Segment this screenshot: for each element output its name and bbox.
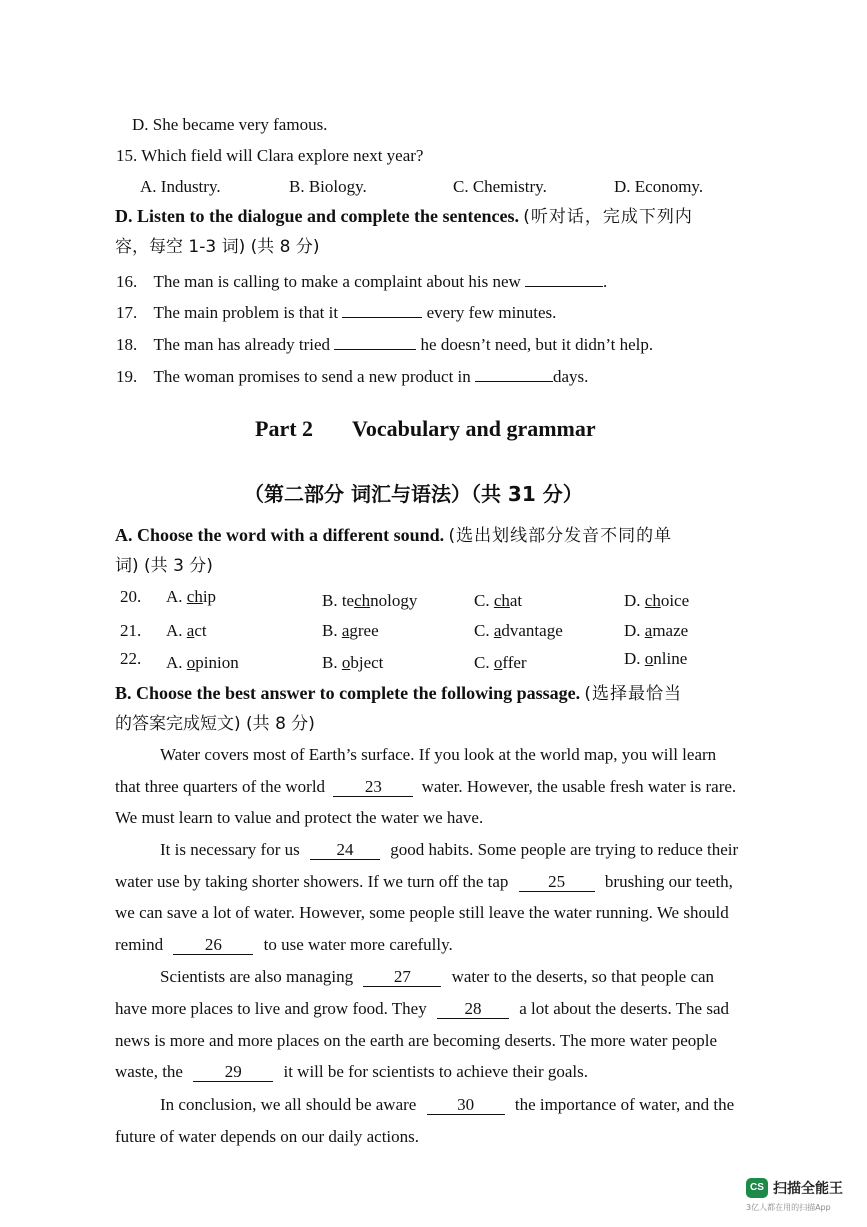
q15-option-b: B. Biology. [289,177,367,196]
blank-19[interactable] [475,365,553,382]
q14-option-d: D. She became very famous. [132,115,328,134]
vocab-option[interactable]: D. choice [624,591,690,610]
underlined-letters: ch [644,591,661,610]
underlined-letters: ch [354,591,371,610]
vocab-option[interactable]: C. chat [474,591,523,610]
passage-line: Scientists are also managing 27 water to the deserts, so that people can [160,967,715,986]
underlined-letters: o [341,653,351,672]
scanner-watermark [746,1176,856,1218]
section-a-heading: A. Choose the word with a different sound. (选出划线部分发音不同的单 [115,525,673,546]
passage-line: It is necessary for us 24 good habits. Some people are trying to reduce their [160,840,739,859]
section-b-heading-cont: 的答案完成短文) (共 8 分) [115,714,315,734]
underlined-letters: a [493,621,502,640]
vocab-option[interactable]: C. advantage [474,621,563,640]
passage-line: Water covers most of Earth’s surface. If you look at the world map, you will learn [160,745,717,764]
watermark-sub: 3亿人都在用的扫描App [746,1203,831,1212]
q15-option-c: C. Chemistry. [453,177,547,196]
part2-title: Vocabulary and grammar [352,416,596,441]
vocab-option[interactable]: A. opinion [166,653,239,672]
vocab-option[interactable]: A. chip [166,587,217,606]
blank-29[interactable]: 29 [193,1063,273,1082]
vocab-option[interactable]: C. offer [474,653,527,672]
blank-17[interactable] [342,301,422,318]
vocab-question-number: 22. [120,649,142,668]
blank-16[interactable] [525,270,603,287]
blank-28[interactable]: 28 [437,1000,509,1019]
passage-line: future of water depends on our daily actions. [115,1127,420,1146]
section-d-heading: D. Listen to the dialogue and complete the sentences. (听对话，完成下列内 [115,206,693,227]
q15-question: 15. Which field will Clara explore next year? [116,146,424,165]
passage-line: In conclusion, we all should be aware 30 the importance of water, and the [160,1095,735,1114]
passage-line: that three quarters of the world 23 water. However, the usable fresh water is rare. [115,777,737,796]
underlined-letters: ch [493,591,510,610]
item-17: 17. The main problem is that it every few minutes. [116,303,557,322]
blank-25[interactable]: 25 [519,873,595,892]
blank-30[interactable]: 30 [427,1096,505,1115]
vocab-option[interactable]: B. agree [322,621,379,640]
passage-line: have more places to live and grow food. They 28 a lot about the deserts. The sad [115,999,730,1018]
part2-subtitle: （第二部分 词汇与语法）（共 31 分） [244,482,583,506]
passage-line: remind 26 to use water more carefully. [115,935,453,954]
watermark-name: 扫描全能王 [773,1181,843,1197]
passage-line: we can save a lot of water. However, some people still leave the water running. We should [115,903,729,922]
vocab-question-number: 21. [120,621,142,640]
passage-line: waste, the 29 it will be for scientists to achieve their goals. [115,1062,588,1081]
blank-23[interactable]: 23 [333,778,413,797]
blank-18[interactable] [334,333,416,350]
section-a-heading-cont: 词) (共 3 分) [115,556,213,576]
section-d-heading-cont: 容，每空 1-3 词) (共 8 分) [115,237,320,257]
underlined-letters: o [644,649,654,668]
passage-line: We must learn to value and protect the water we have. [115,808,484,827]
q15-option-d: D. Economy. [614,177,704,196]
underlined-letters: o [493,653,503,672]
item-16: 16. The man is calling to make a complaint about his new . [116,272,608,291]
underlined-letters: ch [186,587,203,606]
underlined-letters: a [341,621,350,640]
vocab-question-number: 20. [120,587,142,606]
camscanner-logo-icon: CS [746,1178,768,1198]
vocab-option[interactable]: B. technology [322,591,418,610]
vocab-option[interactable]: A. act [166,621,207,640]
vocab-option[interactable]: B. object [322,653,384,672]
vocab-option[interactable]: D. online [624,649,688,668]
blank-24[interactable]: 24 [310,841,380,860]
blank-26[interactable]: 26 [173,936,253,955]
part2-label: Part 2 [255,416,314,441]
q15-option-a: A. Industry. [140,177,221,196]
passage-line: news is more and more places on the earth are becoming deserts. The more water people [115,1031,718,1050]
passage-line: water use by taking shorter showers. If we turn off the tap 25 brushing our teeth, [115,872,733,891]
item-19: 19. The woman promises to send a new product in days. [116,367,589,386]
section-b-heading: B. Choose the best answer to complete the following passage. (选择最恰当 [115,683,683,704]
underlined-letters: a [186,621,195,640]
blank-27[interactable]: 27 [363,968,441,987]
underlined-letters: a [644,621,653,640]
underlined-letters: o [186,653,196,672]
item-18: 18. The man has already tried he doesn’t need, but it didn’t help. [116,335,654,354]
vocab-option[interactable]: D. amaze [624,621,689,640]
